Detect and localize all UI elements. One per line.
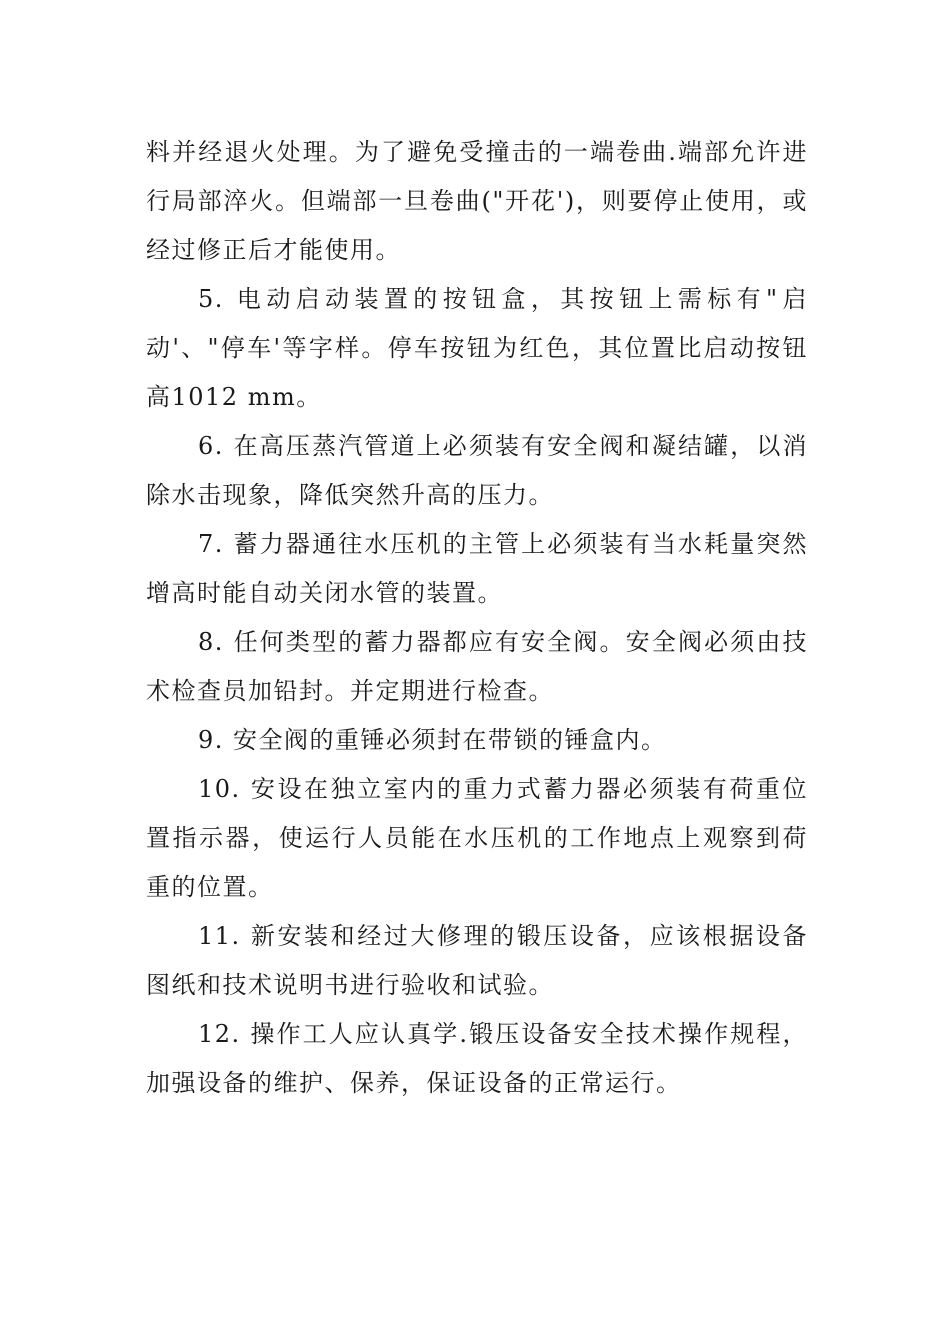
paragraph-item-7: 7. 蓄力器通往水压机的主管上必须装有当水耗量突然增高时能自动关闭水管的装置。 <box>146 530 808 607</box>
paragraph-item-10: 10. 安设在独立室内的重力式蓄力器必须装有荷重位置指示器，使运行人员能在水压机的工作地点上观察到荷重的位置。 <box>146 775 808 901</box>
paragraph-item-12: 12. 操作工人应认真学.锻压设备安全技术操作规程，加强设备的维护、保养，保证设备的正常运行。 <box>146 1020 808 1097</box>
paragraph-item-9: 9. 安全阀的重锤必须封在带锁的锤盒内。 <box>198 726 667 754</box>
paragraph-item-8: 8. 任何类型的蓄力器都应有安全阀。安全阀必须由技术检查员加铅封。并定期进行检查。 <box>146 628 808 705</box>
paragraph-item-11: 11. 新安装和经过大修理的锻压设备，应该根据设备图纸和技术说明书进行验收和试验。 <box>146 922 808 999</box>
paragraph-item-6: 6. 在高压蒸汽管道上必须装有安全阀和凝结罐，以消除水击现象，降低突然升高的压力。 <box>146 432 808 509</box>
paragraph-item-5: 5. 电动启动装置的按钮盒，其按钮上需标有"启动'、"停车'等字样。停车按钮为红色，其位置比启动按钮高1012 mm。 <box>146 285 808 411</box>
paragraph-continuation: 料并经退火处理。为了避免受撞击的一端卷曲.端部允许进行局部淬火。但端部一旦卷曲("开花')，则要停止使用，或经过修正后才能使用。 <box>146 138 808 264</box>
document-body <box>146 128 808 1108</box>
